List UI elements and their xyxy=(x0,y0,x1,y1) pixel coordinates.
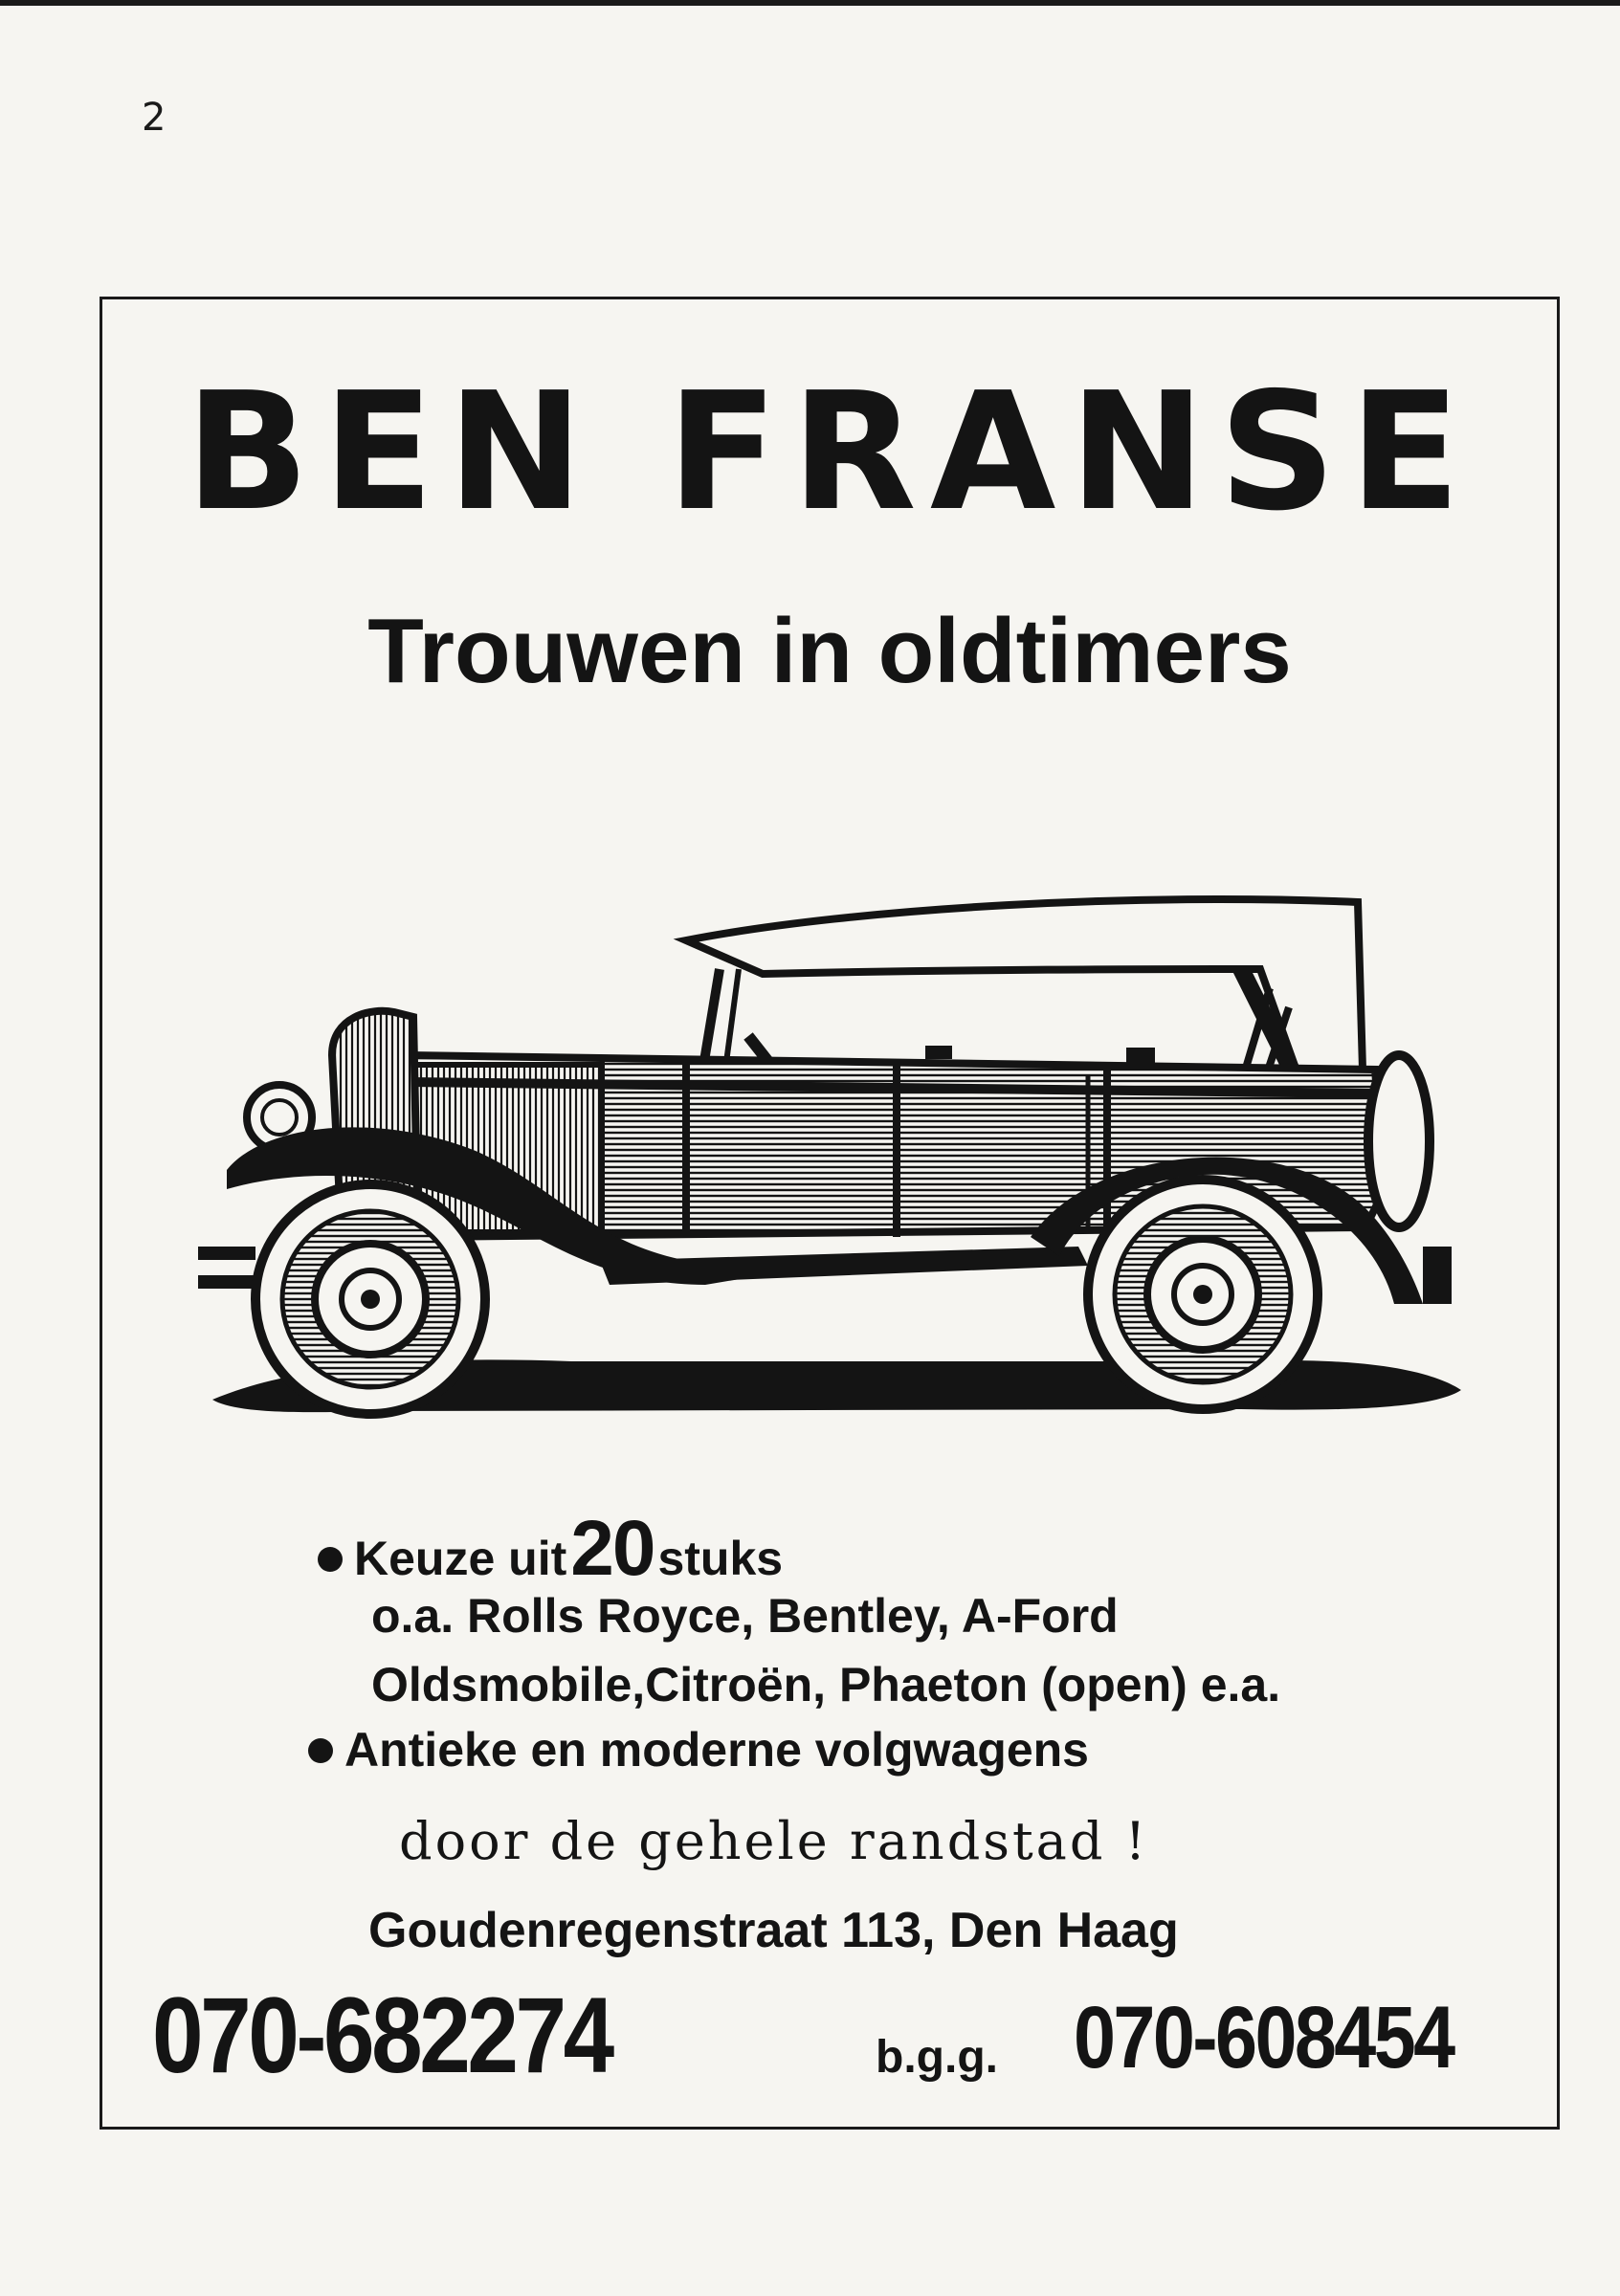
bullet-icon xyxy=(318,1547,343,1572)
page-top-edge xyxy=(0,0,1620,6)
ad-title: BEN FRANSE xyxy=(185,358,1475,547)
feature-followcars xyxy=(308,1723,1542,1777)
phone-number-main: 070-682274 xyxy=(152,1976,611,2095)
ad-subtitle: Trouwen in oldtimers xyxy=(367,600,1292,702)
page-number: 2 xyxy=(142,96,166,140)
ad-tagline: door de gehele randstad ! xyxy=(399,1811,1149,1871)
feature-list xyxy=(318,1505,1542,1777)
feature-followcars-text: Antieke en moderne volgwagens xyxy=(344,1723,1089,1777)
ad-address: Goudenregenstraat 113, Den Haag xyxy=(368,1903,1179,1958)
feature-choice xyxy=(318,1505,1542,1592)
rear-wheel xyxy=(1088,1180,1318,1409)
feature-brands-1: o.a. Rolls Royce, Bentley, A-Ford xyxy=(371,1589,1119,1643)
spare-tire xyxy=(1368,1055,1430,1227)
feature-choice-prefix: Keuze uit xyxy=(354,1532,567,1585)
running-board xyxy=(600,1247,1088,1285)
feature-count: 20 xyxy=(570,1505,655,1592)
bullet-icon xyxy=(308,1738,333,1763)
feature-brands-2: Oldsmobile,Citroën, Phaeton (open) e.a. xyxy=(371,1658,1281,1711)
front-wheel xyxy=(255,1184,485,1414)
feature-choice-suffix: stuks xyxy=(657,1532,784,1585)
alternate-label: b.g.g. xyxy=(876,2032,998,2083)
vintage-car-illustration xyxy=(189,826,1490,1438)
phone-number-alt: 070-608454 xyxy=(1074,1989,1454,2086)
advertisement-frame xyxy=(100,297,1560,2130)
